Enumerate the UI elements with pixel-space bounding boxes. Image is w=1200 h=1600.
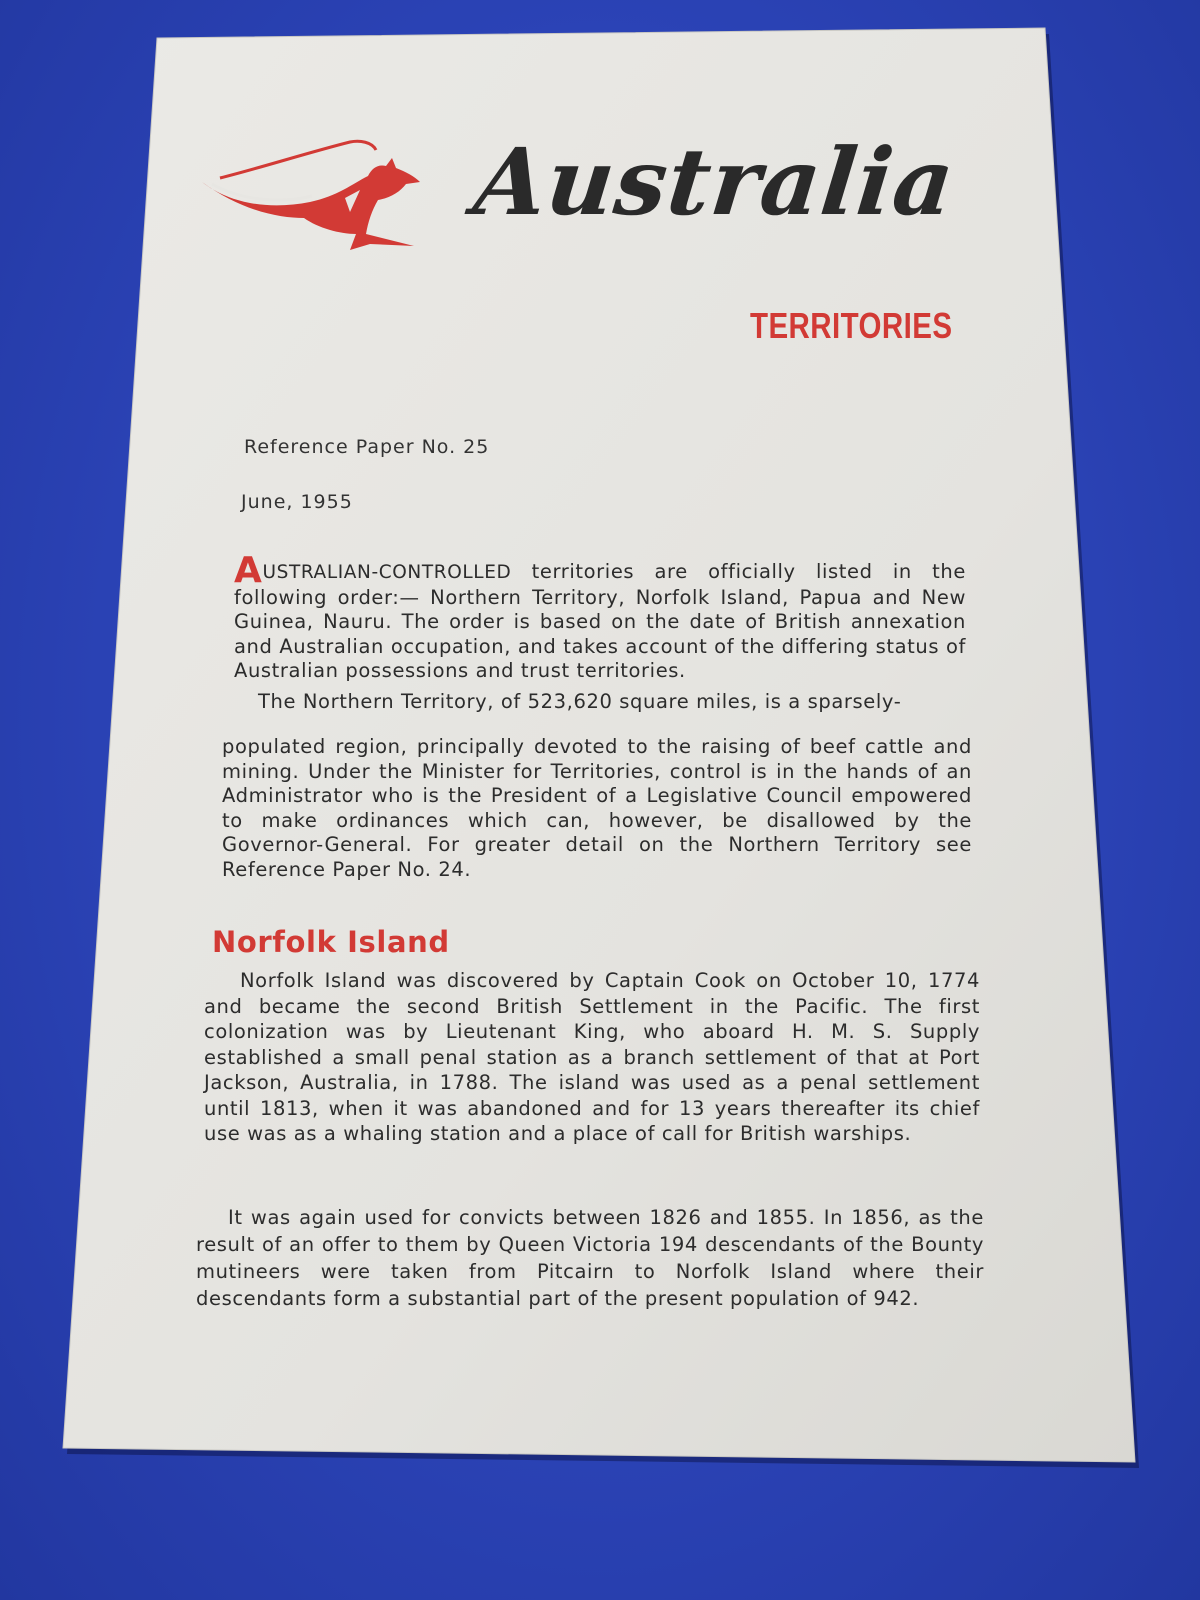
kangaroo-logo-icon <box>200 138 422 254</box>
intro-text: territories are officially listed in the following order:— Northern Territory, Norfolk Island, Papua and New Guinea, Nauru. The order is based on the date of British annexation and Australian occupation, and takes account of the differing status of Australian possessions and trust territories. <box>234 560 966 682</box>
drop-cap: A <box>234 550 263 591</box>
intro-paragraph <box>234 550 966 684</box>
section-heading-norfolk-island: Norfolk Island <box>212 925 450 959</box>
document-subtitle: TERRITORIES <box>750 305 953 346</box>
document-title: Australia <box>469 128 960 236</box>
publication-date: June, 1955 <box>241 491 353 513</box>
northern-territory-paragraph: populated region, principally devoted to the raising of beef cattle and mining. Under the Minister for Territories, control is in the hands of an Administrator who is the President of a Legislative Council empowered to make ordinances which can, however, be disallowed by the Governor-General. For greater detail on the Northern Territory see Reference Paper No. 24. <box>222 735 972 881</box>
northern-territory-line: The Northern Territory, of 523,620 square miles, is a sparsely- <box>258 690 902 713</box>
intro-lead-caps: USTRALIAN-CONTROLLED <box>262 562 512 583</box>
norfolk-paragraph-2: It was again used for convicts between 1826 and 1855. In 1856, as the result of an offer to them by Queen Victoria 194 descendants of the Bounty mutineers were taken from Pitcairn to Norfolk Island where their descendants form a substantial part of the present population of 942. <box>196 1206 984 1310</box>
norfolk-paragraph-1: Norfolk Island was discovered by Captain Cook on October 10, 1774 and became the second British Settlement in the Pacific. The first colonization was by Lieutenant King, who aboard H. M. S. Supply established a small penal station as a branch settlement of that at Port Jackson, Australia, in 1788. The island was used as a penal settlement until 1813, when it was abandoned and for 13 years thereafter its chief use was as a whaling station and a place of call for British warships. <box>204 969 980 1145</box>
reference-number: Reference Paper No. 25 <box>244 436 490 458</box>
